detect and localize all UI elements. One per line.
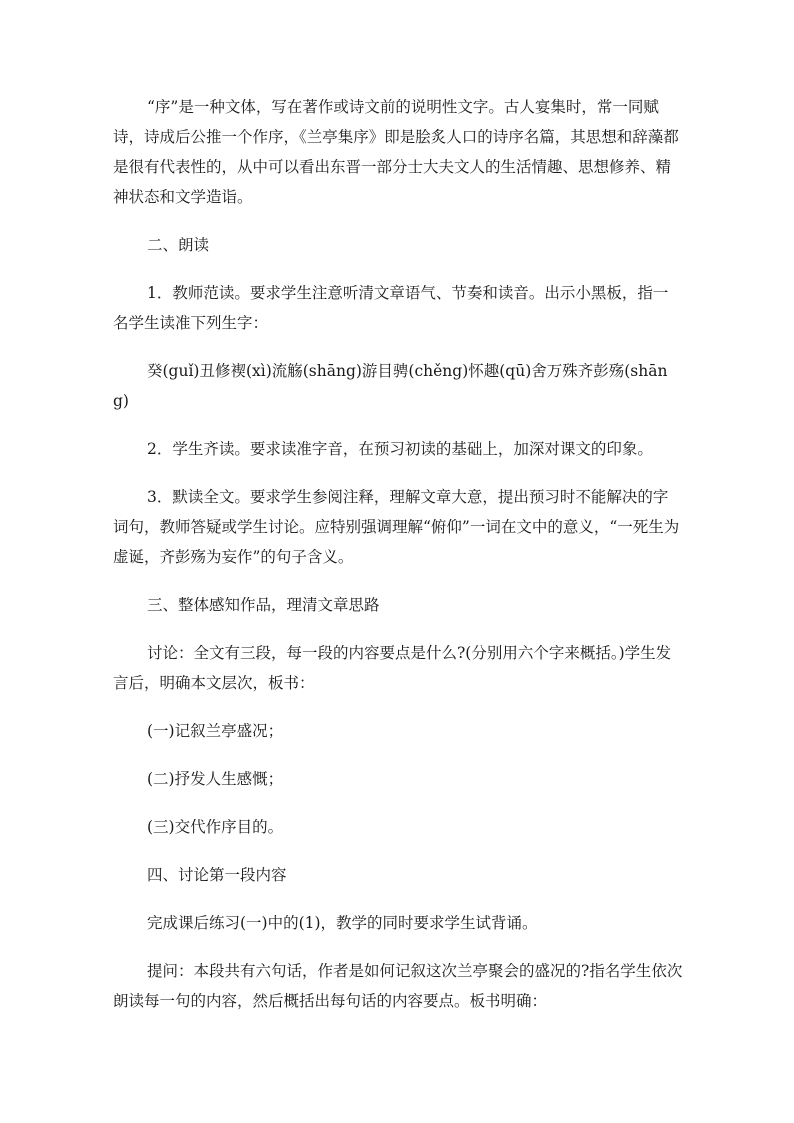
reading-step-1: 1．教师范读。要求学生注意听清文章语气、节奏和读音。出示小黑板，指一名学生读准下列生字： <box>113 284 669 332</box>
exercise-paragraph: 完成课后练习(一)中的(1)，教学的同时要求学生试背诵。 <box>147 914 538 932</box>
section-heading-reading: 二、朗读 <box>147 236 210 254</box>
pronunciation-list: 癸(guǐ)丑修褉(xì)流觞(shāng)游目骋(chěng)怀趣(qū)舍万殊齐彭殇(shāng) <box>113 362 668 410</box>
section-heading-overview: 三、整体感知作品，理清文章思路 <box>147 596 380 614</box>
reading-step-3: 3．默读全文。要求学生参阅注释，理解文章大意，提出预习时不能解决的字词句，教师答疑或学生讨论。应特别强调理解“俯仰”一词在文中的意义，“一死生为虚诞，齐彭殇为妄作”的句子含义。 <box>113 488 680 566</box>
document-body <box>113 92 683 1016</box>
discussion-paragraph: 讨论：全文有三段，每一段的内容要点是什么?(分别用六个字来概括。)学生发言后，明确本文层次，板书： <box>113 644 672 692</box>
question-paragraph: 提问：本段共有六句话，作者是如何记叙这次兰亭聚会的盛况的?指名学生依次朗读每一句的内容，然后概括出每句话的内容要点。板书明确： <box>113 962 683 1010</box>
outline-item-3: (三)交代作序目的。 <box>147 818 284 836</box>
section-heading-first-paragraph: 四、讨论第一段内容 <box>147 866 287 884</box>
reading-step-2: 2．学生齐读。要求读准字音，在预习初读的基础上，加深对课文的印象。 <box>147 440 653 458</box>
outline-item-2: (二)抒发人生感慨； <box>147 770 284 788</box>
outline-item-1: (一)记叙兰亭盛况； <box>147 722 284 740</box>
intro-paragraph: “序”是一种文体，写在著作或诗文前的说明性文字。古人宴集时，常一同赋诗，诗成后公推一个作序，《兰亭集序》即是脍炙人口的诗序名篇，其思想和辞藻都是很有代表性的，从中可以看出东晋一部分士大夫文人的生活情趣、思想修养、精神状态和文学造诣。 <box>113 98 679 206</box>
